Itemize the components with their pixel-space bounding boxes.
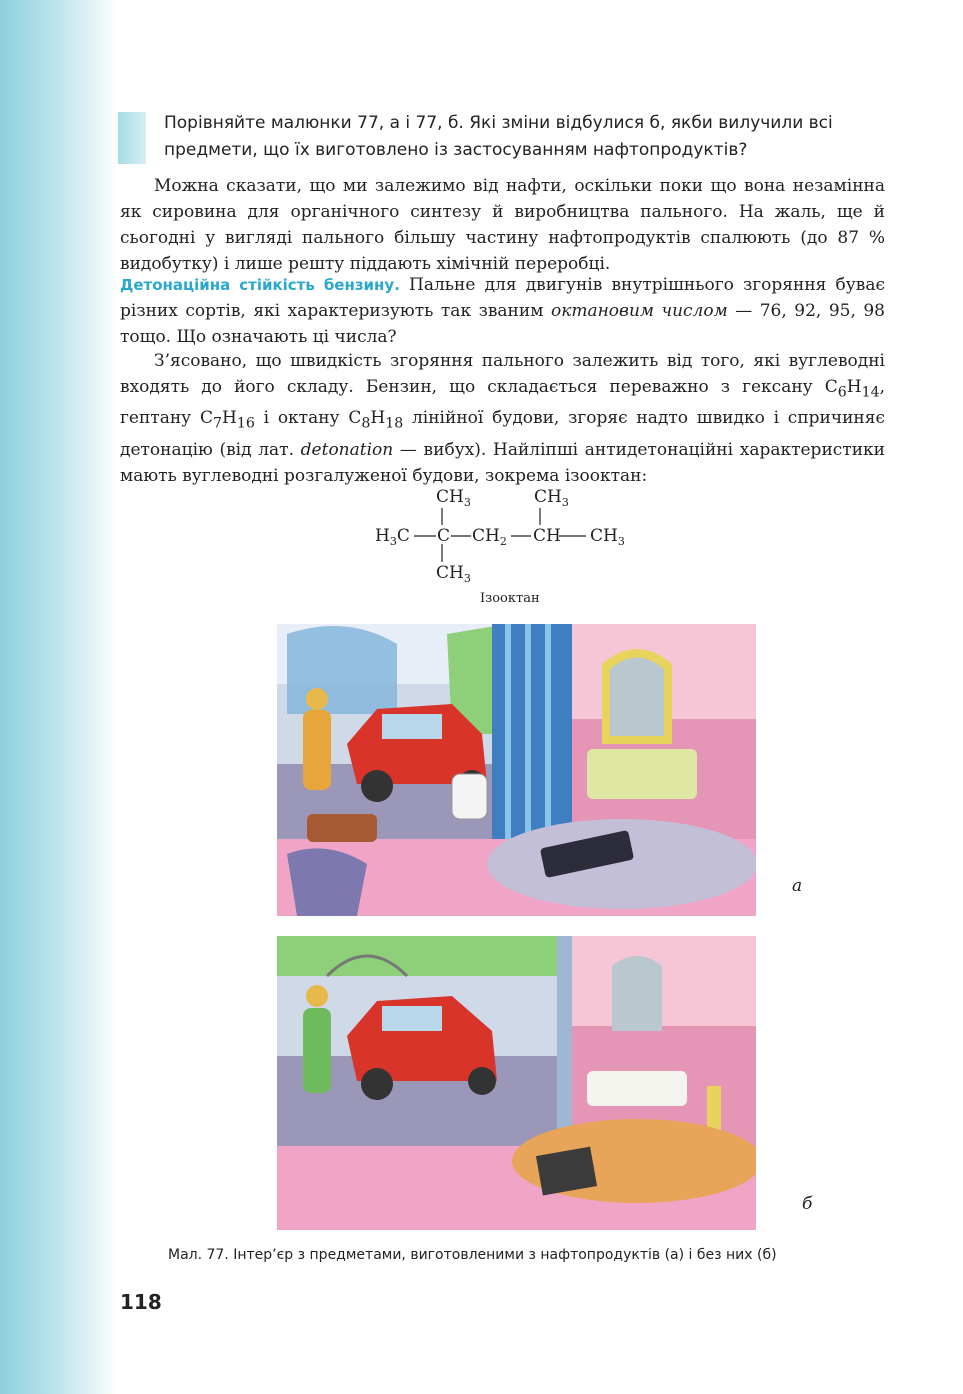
formula-ch2: $CH_2$	[472, 526, 507, 548]
page-number: 118	[120, 1290, 162, 1314]
formula-top-left-ch3: $CH_3$	[436, 487, 471, 509]
question-marker	[118, 112, 146, 164]
page-margin-band	[0, 0, 118, 1394]
paragraph-oil-dependence: Можна сказати, що ми залежимо від нафти, оскільки поки що вона незамінна як сировина для органічного синтезу й виробництва пального. На жаль, ще й сьогодні у вигляді пального більшу частину нафтопродуктів спалюють (до 87 % видобутку) і лише решту піддають хімічній переробці.	[120, 176, 885, 274]
illustration-with-products	[277, 624, 756, 916]
formula-name: Ізооктан	[480, 591, 540, 606]
formula-h3c: $H_3C$	[375, 526, 410, 548]
illustration-without-products	[277, 936, 756, 1230]
isooctane-formula	[360, 480, 660, 610]
paragraph-detonation: Детонаційна стійкість бензину. Пальне для двигунів внутрішнього згоряння буває різних сортів, які характеризують так званим октановим числом — 76, 92, 95, 98 тощо. Що означають ці числа?	[120, 275, 886, 347]
formula-right-ch3: $CH_3$	[590, 526, 625, 548]
paragraph-combustion: З’ясовано, що швидкість згоряння пального залежить від того, які вуглеводні входять до його складу. Бензин, що складається переважно з гексану $C_6H_{14}$, гептану $C_7H_{16}$ і октану $C_8H_{18}$ лінійної будови, згоряє надто швидко і спричиняє детонацію (від лат. detonation — вибух). Найліпші антидетонаційні характеристики мають вуглеводні розгалуженої будови, зокрема ізооктан:	[120, 351, 886, 486]
formula-ch: CH	[533, 526, 561, 546]
formula-top-right-ch3: $CH_3$	[534, 487, 569, 509]
section-heading: Детонаційна стійкість бензину.	[120, 276, 400, 294]
figure-caption: Мал. 77. Інтер’єр з предметами, виготовленими з нафтопродуктів (а) і без них (б)	[168, 1247, 777, 1263]
formula-center-c: C	[437, 526, 451, 546]
question-text: Порівняйте малюнки 77, а і 77, б. Які зміни відбулися б, якби вилучили всі предмети, що їх виготовлено із застосуванням нафтопродуктів?	[164, 113, 833, 160]
figure-label-a: а	[792, 876, 803, 896]
formula-bottom-ch3: $CH_3$	[436, 563, 471, 585]
figure-label-b: б	[802, 1194, 813, 1214]
